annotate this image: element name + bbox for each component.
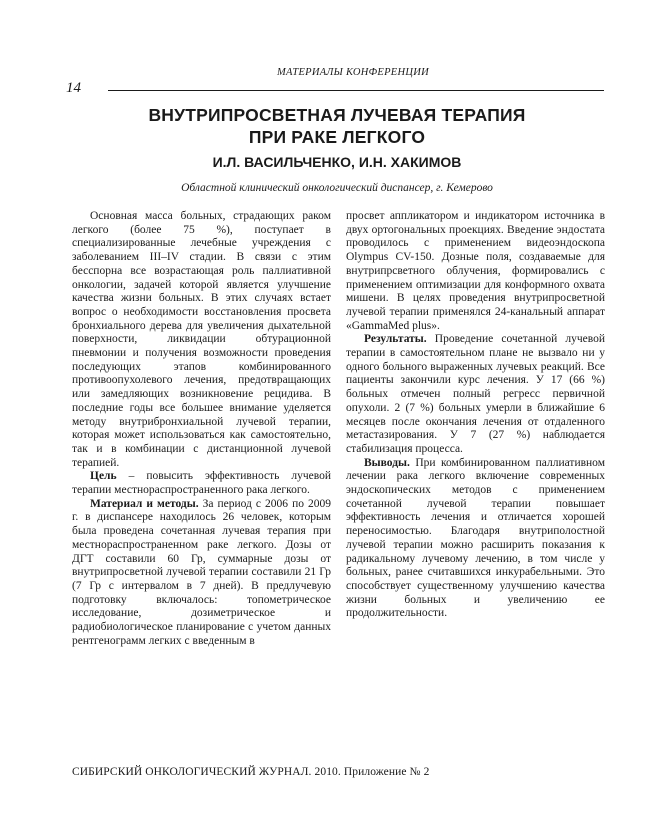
- methods-paragraph: [72, 498, 331, 649]
- intro-paragraph: Основная масса больных, страдающих раком легкого (более 75 %), поступает в специализированные лечебные учреждения с заболеванием III–IV стадии. В связи с этим бесспорна все возрастающая роль паллиативной онкологии, задачей которой является улучшение качества жизни больных. В этих случаях встает вопрос о необходимости восстановления просвета бронхиального дерева для увеличения дыхательной поверхности, ликвидации обтурационной пневмонии и получения возможности проведения последующих этапов комбинированного противоопухолевого лечения, предотвращающих или замедляющих возникновение рецидива. В последние годы все большее внимание уделяется методу внутрибронхиальной лучевой терапии, которая может использоваться как самостоятельно, так и в комбинации с дистанционной лучевой терапией.: [72, 210, 331, 469]
- methods-text: За период с 2006 по 2009 г. в диспансере находилось 26 человек, которым была проведена сочетанная лучевая терапия при местнораспространенном раке легкого. Дозы от ДГТ составили 60 Гр, суммарные дозы от внутрипросветной лучевой терапии составили 21 Гр (7 Гр с интервалом в 7 дней). В предлучевую подготовку включалось: топометрическое исследование, дозиметрическое и радиобиологическое планирование с учетом данных рентгенограмм легких с введенным в: [72, 497, 331, 647]
- journal-footer: СИБИРСКИЙ ОНКОЛОГИЧЕСКИЙ ЖУРНАЛ. 2010. Приложение № 2: [72, 766, 430, 778]
- conclusions-paragraph: [346, 457, 605, 621]
- conclusions-text: При комбинированном паллиативном лечении рака легкого включение современных эндоскопических методов с применением сочетанной лучевой терапии повышает эффективность лечения и отличается хорошей переносимостью. Благодаря внутриполостной лучевой терапии можно расширить показания к радикальному лучевому лечению, в том числе у больных, ранее считавшихся инкурабельными. Это способствует существенному улучшению качества жизни больных и увеличению ее продолжительности.: [346, 456, 605, 620]
- page-number: 14: [66, 80, 81, 96]
- left-column: [72, 210, 331, 649]
- article-authors: И.Л. ВАСИЛЬЧЕНКО, И.Н. ХАКИМОВ: [212, 154, 462, 170]
- results-text: Проведение сочетанной лучевой терапии в самостоятельном плане не вызвало ни у одного больного выраженных лучевых реакций. Все пациенты закончили курс лечения. У 17 (66 %) больных отмечен полный регресс первичной опухоли. 2 (7 %) больных умерли в ближайшие 6 месяцев после окончания лечения от отдаленного метастазирования. У 7 (27 %) наблюдается стабилизация процесса.: [346, 333, 605, 455]
- results-label: Результаты.: [364, 333, 427, 346]
- goal-text: – повысить эффективность лучевой терапии местнораспространенного рака легкого.: [72, 470, 331, 497]
- conference-label: МАТЕРИАЛЫ КОНФЕРЕНЦИИ: [276, 67, 430, 78]
- goal-paragraph: [72, 470, 331, 497]
- article-title-line2: ПРИ РАКЕ ЛЕГКОГО: [248, 127, 426, 147]
- header-rule: [108, 90, 604, 91]
- conclusions-label: Выводы.: [364, 456, 410, 469]
- methods-continuation: просвет аппликатором и индикатором источника в двух ортогональных проекциях. Введение эндостата проводилось с применением видеоэндоскопа Olympus CV-150. Дозные поля, создаваемые для внутрипрсветного облучения, формировались с применением оптимизации для конформного охвата мишени. В целях проведения внутрипросветной лучевой терапии применялся 24-канальный аппарат «GammaMed plus».: [346, 210, 605, 332]
- results-paragraph: [346, 333, 605, 456]
- article-title-line1: ВНУТРИПРОСВЕТНАЯ ЛУЧЕВАЯ ТЕРАПИЯ: [148, 105, 526, 125]
- article-affiliation: Областной клинический онкологический диспансер, г. Кемерово: [181, 182, 493, 194]
- article-title: [70, 104, 604, 148]
- methods-label: Материал и методы.: [90, 497, 199, 510]
- right-column: [346, 210, 605, 621]
- goal-label: Цель: [90, 470, 117, 483]
